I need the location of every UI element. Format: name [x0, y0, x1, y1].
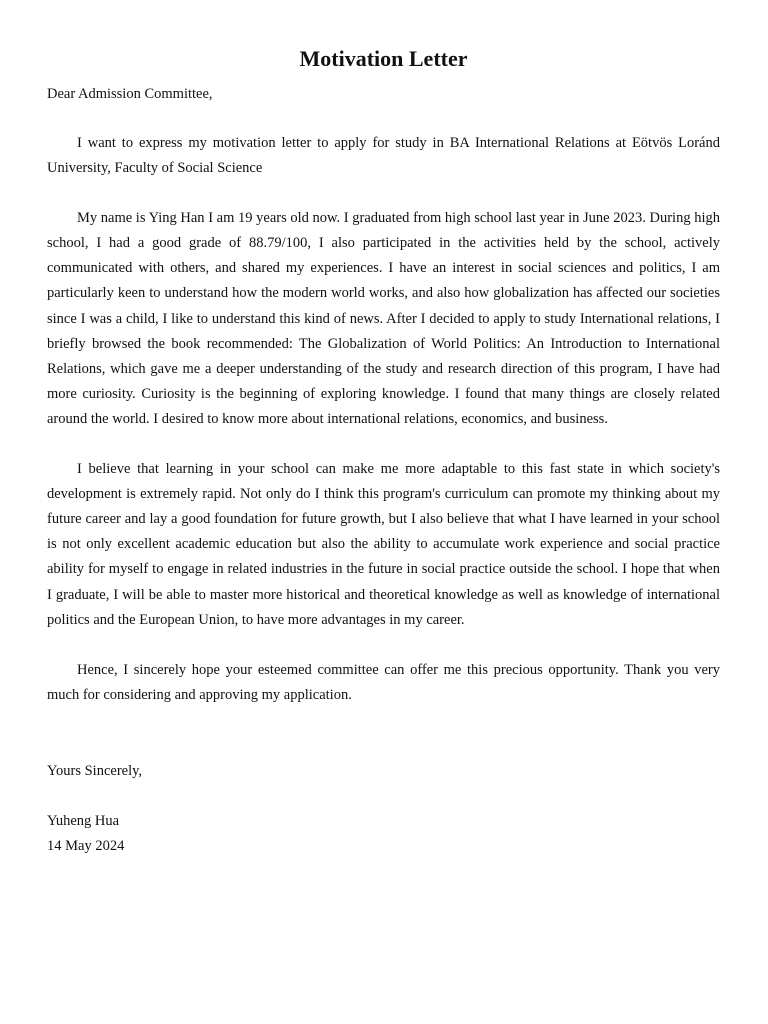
- paragraph-background: My name is Ying Han I am 19 years old now. I graduated from high school last year in June 2023. During high school, I had a good grade of 88.79/100, I also participated in the activities held by the school, actively communicated with others, and shared my experiences. I have an interest in social sciences and politics, I am particularly keen to understand how the modern world works, and also how globalization has affected our societies since I was a child, I like to understand this kind of news. After I decided to apply to study International relations, I briefly browsed the book recommended: The Globalization of World Politics: An Introduction to International Relations, which gave me a deeper understanding of the study and research direction of this program, I have had more curiosity. Curiosity is the beginning of exploring knowledge. I found that many things are closely related around the world. I desired to know more about international relations, economics, and business.: [47, 210, 720, 427]
- letter-date: 14 May 2024: [47, 837, 125, 854]
- signature-name: Yuheng Hua: [47, 812, 120, 829]
- paragraph-conclusion: Hence, I sincerely hope your esteemed committee can offer me this precious opportunity. Thank you very much for considering and approving my application.: [47, 661, 720, 703]
- salutation: Dear Admission Committee,: [47, 86, 213, 102]
- paragraph-motivation: I believe that learning in your school can make me more adaptable to this fast state in which society's development is extremely rapid. Not only do I think this program's curriculum can promote my thinking about my future career and lay a good foundation for future growth, but I also believe that what I have learned in your school is not only excellent academic education but also the ability to accumulate work experience and social practice ability for myself to engage in related industries in the future in social practice outside the school. I hope that when I graduate, I will be able to master more historical and theoretical knowledge as well as knowledge of international politics and the European Union, to have more advantages in my career.: [47, 461, 720, 628]
- paragraph-intro: I want to express my motivation letter to apply for study in BA International Relations at Eötvös Loránd University, Faculty of Social Science: [47, 135, 720, 177]
- page-title: Motivation Letter: [299, 46, 468, 71]
- letter-page: [47, 44, 720, 856]
- closing: Yours Sincerely,: [47, 762, 143, 779]
